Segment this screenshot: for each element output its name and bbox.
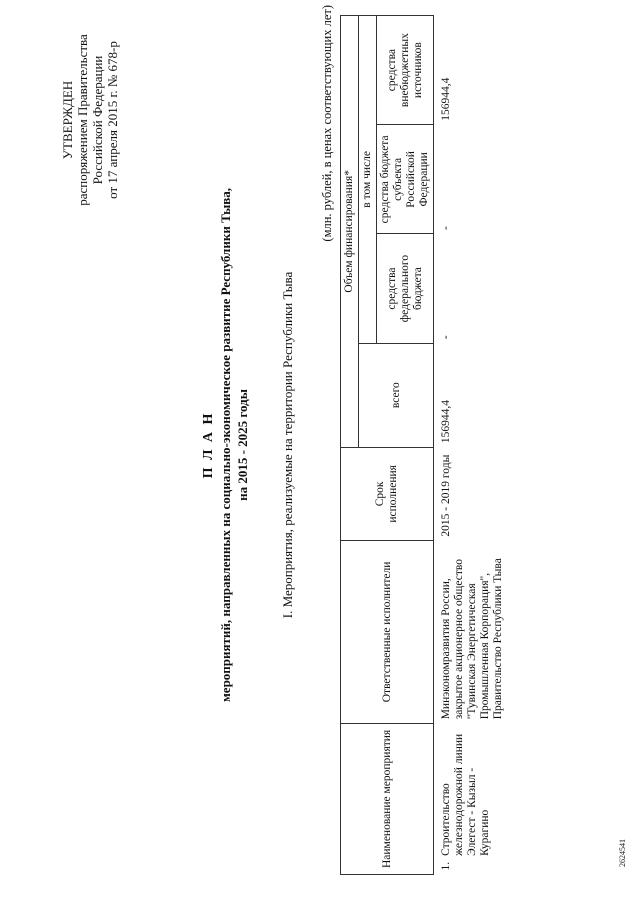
- approval-line: распоряжением Правительства: [75, 34, 90, 206]
- row-extra: 156944,4: [440, 77, 452, 121]
- plan-years: на 2015 - 2025 годы: [235, 389, 250, 501]
- section-title: I. Мероприятия, реализуемые на территории Республики Тыва: [280, 271, 295, 619]
- header-federal: средства федерального бюджета: [377, 234, 434, 343]
- header-executors: Ответственные исполнители: [341, 541, 434, 724]
- row-regional: -: [440, 226, 452, 230]
- document-stamp: 2624541: [618, 839, 627, 867]
- row-number: 1.: [440, 861, 452, 871]
- table-row: [434, 16, 512, 875]
- header-name: Наименование мероприятия: [341, 723, 434, 874]
- plan-subtitle: мероприятий, направленных на социально-экономическое развитие Республики Тыва,: [218, 187, 233, 703]
- header-including: в том числе: [359, 16, 377, 344]
- header-extra: средства внебюджетных источников: [377, 16, 434, 125]
- plan-title: [200, 115, 251, 775]
- header-financing: Объем финансирования*: [341, 16, 359, 448]
- approval-block: [60, 20, 120, 220]
- row-name: Строительство железнодорожной линии Элегест - Кызыл - Курагино: [440, 733, 491, 856]
- units-note: (млн. рублей, в ценах соответствующих лет): [320, 5, 334, 242]
- plan-table: [340, 15, 511, 875]
- header-regional: средства бюджета субъекта Российской Федерации: [377, 125, 434, 234]
- header-total: всего: [359, 343, 434, 447]
- approval-title: УТВЕРЖДЕН: [60, 80, 75, 160]
- header-term: Срок исполнения: [341, 447, 434, 540]
- row-total: 156944,4: [440, 400, 452, 444]
- plan-heading: П Л А Н: [201, 411, 216, 479]
- row-term: 2015 - 2019 годы: [440, 454, 452, 537]
- row-name-cell: [434, 723, 512, 874]
- row-federal: -: [440, 335, 452, 340]
- row-executors: Минэкономразвития России, закрытое акционерное общество "Тувинская Энергетическая Промышленная Корпорация", Правительство Республики Тыва: [440, 558, 504, 720]
- approval-date: от 17 апреля 2015 г. № 678-р: [105, 41, 120, 199]
- approval-line: Российской Федерации: [90, 55, 105, 185]
